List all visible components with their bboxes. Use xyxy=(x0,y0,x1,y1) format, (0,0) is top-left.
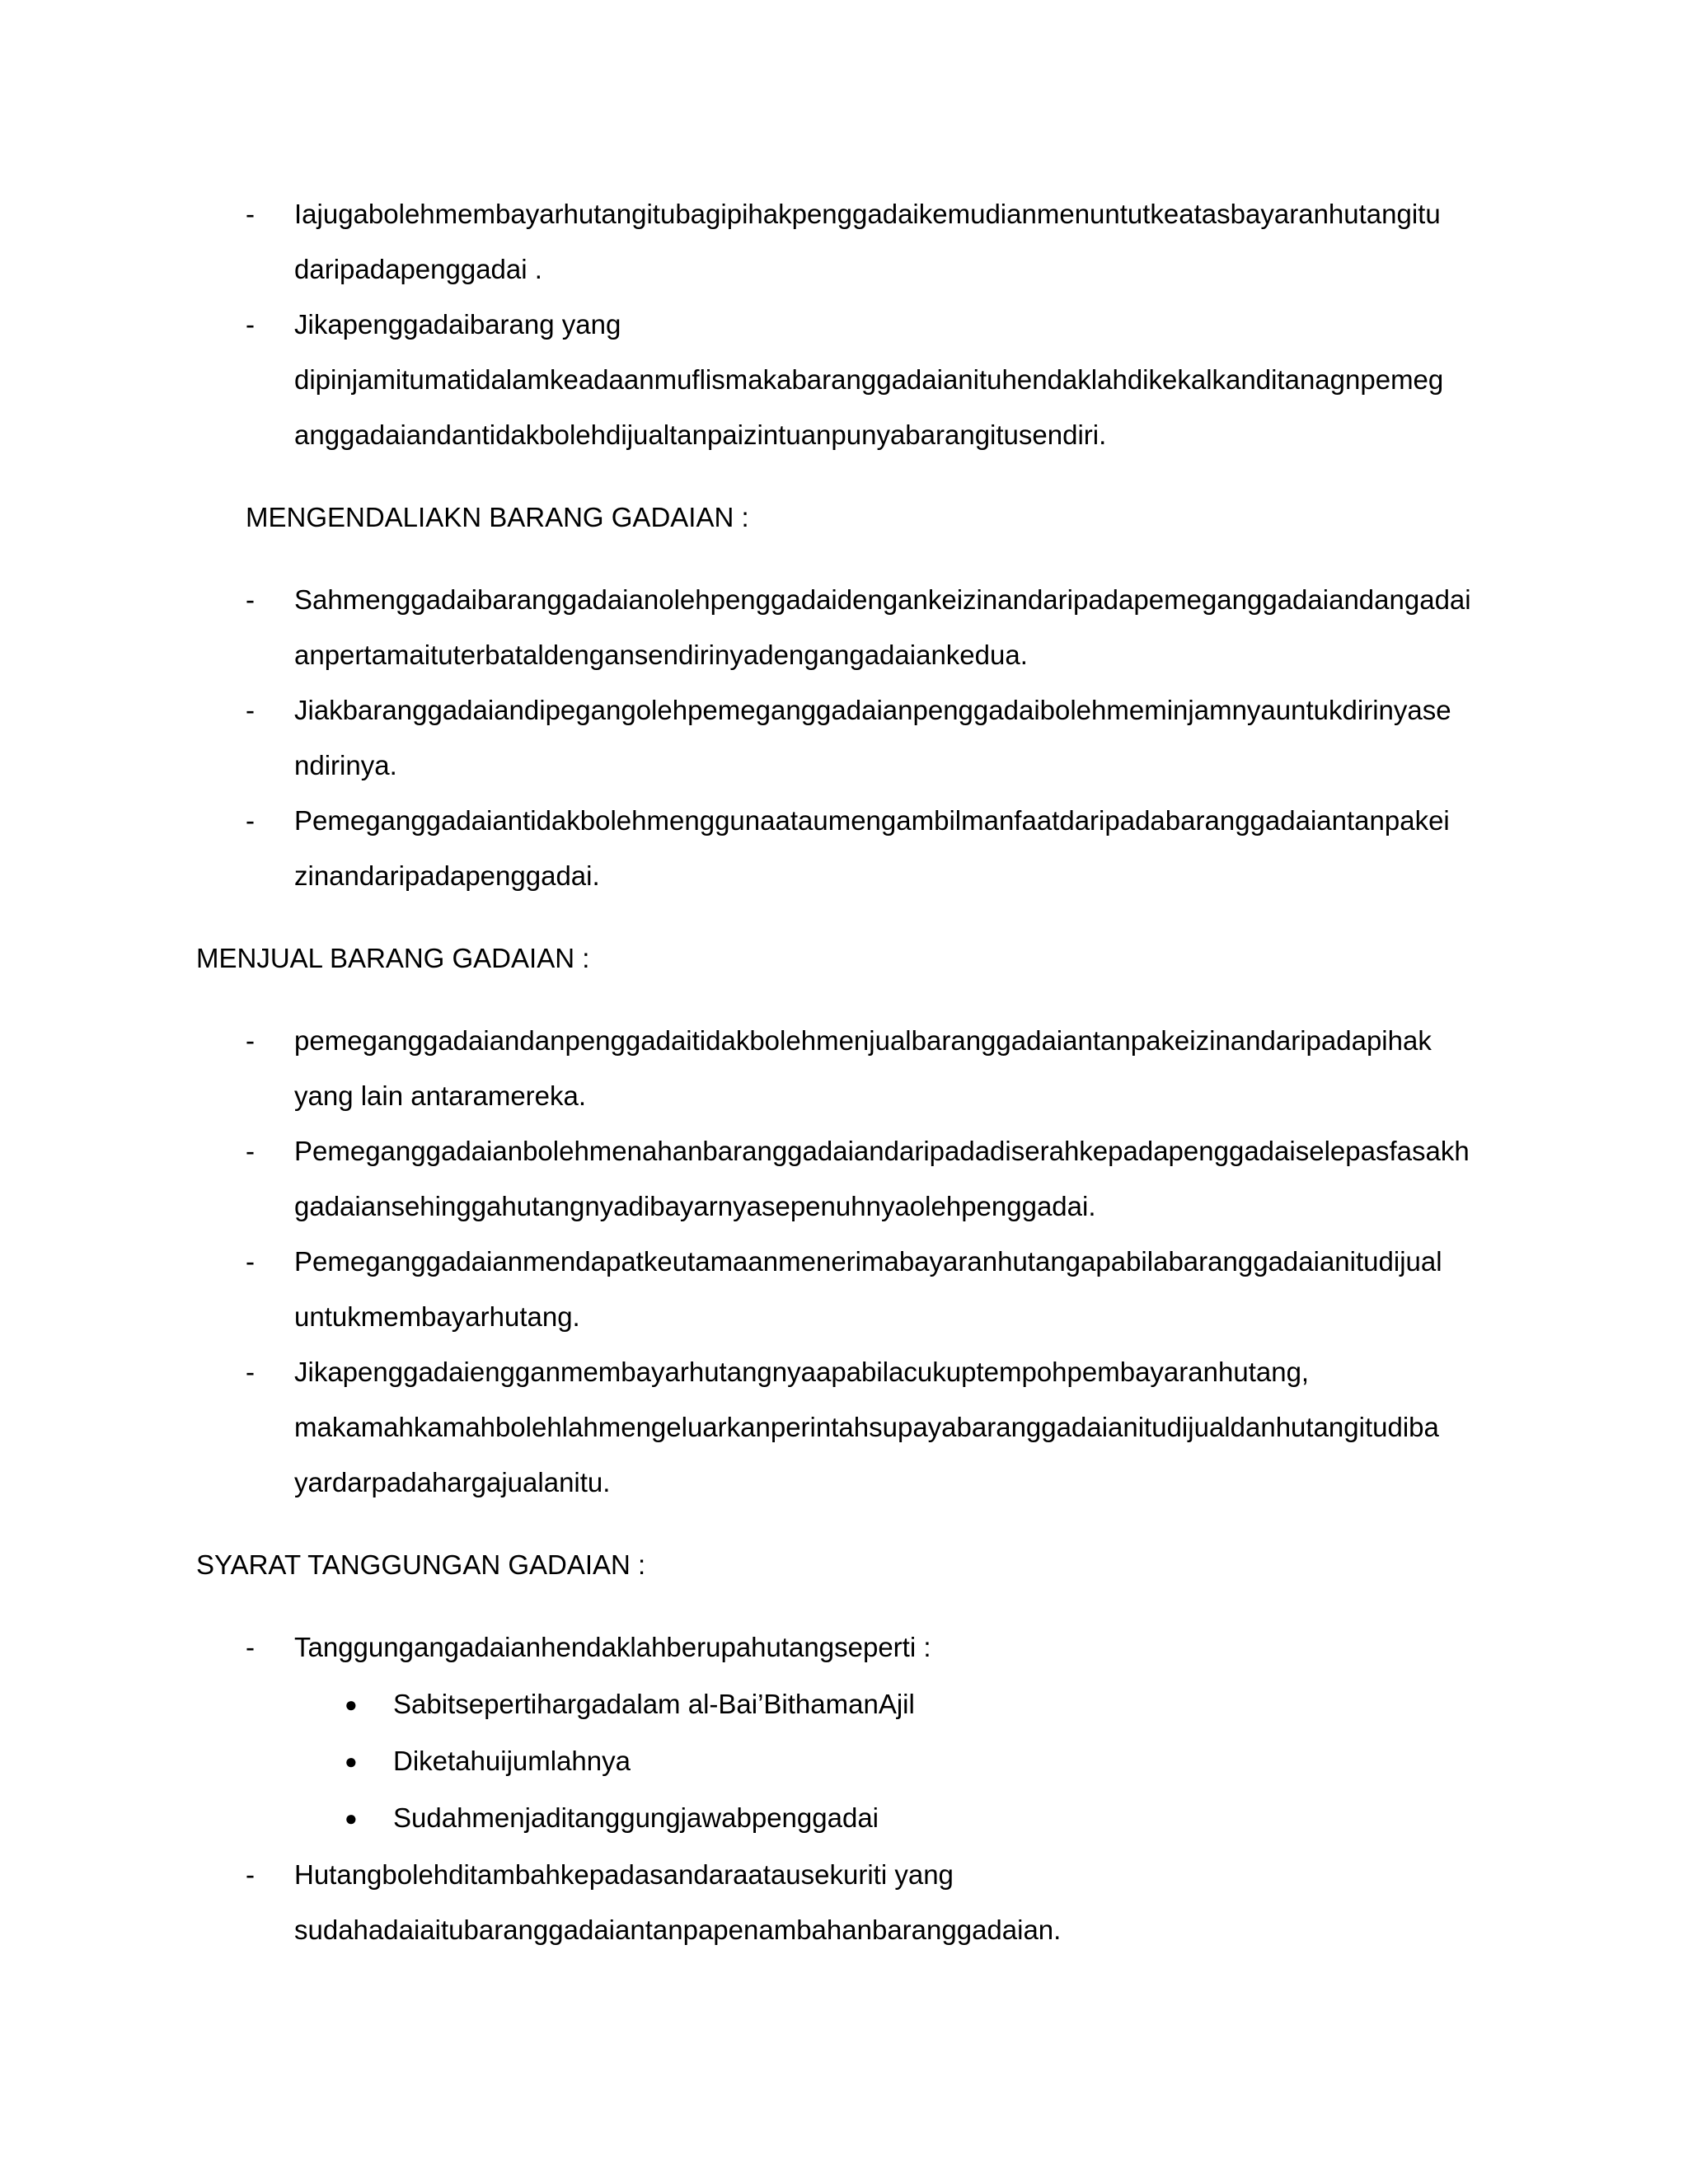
bullet-item: Diketahuijumlahnya xyxy=(393,1746,631,1776)
dash-marker: - xyxy=(246,1632,255,1662)
paragraph-line: Iajugabolehmembayarhutangitubagipihakpenggadaikemudianmenuntutkeatasbayaranhutangitu xyxy=(294,199,1441,229)
paragraph-line: Jikapenggadaiengganmembayarhutangnyaapabilacukuptempohpembayaranhutang, xyxy=(294,1357,1310,1387)
bullet-marker: ● xyxy=(345,1806,358,1830)
bullet-marker: ● xyxy=(345,1749,358,1774)
paragraph-line: Jikapenggadaibarang yang xyxy=(294,309,621,340)
bullet-marker: ● xyxy=(345,1692,358,1717)
bullet-item: Sabitsepertihargadalam al-Bai’BithamanAjil xyxy=(393,1689,915,1719)
dash-marker: - xyxy=(246,1025,255,1056)
dash-marker: - xyxy=(246,695,255,725)
paragraph-line: sudahadaiaitubaranggadaiantanpapenambahanbaranggadaian. xyxy=(294,1915,1062,1945)
paragraph-line: Pemeganggadaianmendapatkeutamaanmenerimabayaranhutangapabilabaranggadaianitudijual xyxy=(294,1246,1442,1277)
dash-marker: - xyxy=(246,805,255,836)
paragraph-line: Tanggungangadaianhendaklahberupahutangseperti : xyxy=(294,1632,931,1662)
paragraph-line: yang lain antaramereka. xyxy=(294,1080,587,1111)
paragraph-line: zinandaripadapenggadai. xyxy=(294,860,600,891)
paragraph-line: Jiakbaranggadaiandipegangolehpemeganggadaianpenggadaibolehmeminjamnyauntukdirinyase xyxy=(294,695,1451,725)
paragraph-line: pemeganggadaiandanpenggadaitidakbolehmenjualbaranggadaiantanpakeizinandaripadapihak xyxy=(294,1025,1432,1056)
dash-marker: - xyxy=(246,199,255,229)
paragraph-line: Sahmenggadaibaranggadaianolehpenggadaidengankeizinandaripadapemeganggadaiandangadai xyxy=(294,584,1471,615)
paragraph-line: yardarpadahargajualanitu. xyxy=(294,1467,611,1497)
dash-marker: - xyxy=(246,1859,255,1890)
paragraph-line: Pemeganggadaianbolehmenahanbaranggadaiandaripadadiserahkepadapenggadaiselepasfasakh xyxy=(294,1136,1470,1166)
paragraph-line: untukmembayarhutang. xyxy=(294,1301,580,1332)
dash-marker: - xyxy=(246,309,255,340)
paragraph-line: anggadaiandantidakbolehdijualtanpaizintuanpunyabarangitusendiri. xyxy=(294,419,1107,450)
paragraph-line: anpertamaituterbataldengansendirinyadengangadaiankedua. xyxy=(294,640,1028,670)
paragraph-line: makamahkamahbolehlahmengeluarkanperintahsupayabaranggadaianitudijualdanhutangitudiba xyxy=(294,1412,1439,1442)
section-heading: MENGENDALIAKN BARANG GADAIAN : xyxy=(246,502,749,532)
paragraph-line: Pemeganggadaiantidakbolehmenggunaataumengambilmanfaatdaripadabaranggadaiantanpakei xyxy=(294,805,1450,836)
dash-marker: - xyxy=(246,1136,255,1166)
dash-marker: - xyxy=(246,1246,255,1277)
section-heading: SYARAT TANGGUNGAN GADAIAN : xyxy=(196,1549,646,1580)
paragraph-line: dipinjamitumatidalamkeadaanmuflismakabaranggadaianituhendaklahdikekalkanditanagnpemeg xyxy=(294,364,1444,395)
paragraph-line: gadaiansehinggahutangnyadibayarnyasepenuhnyaolehpenggadai. xyxy=(294,1191,1096,1221)
paragraph-line: daripadapenggadai . xyxy=(294,254,542,284)
paragraph-line: ndirinya. xyxy=(294,750,397,780)
paragraph-line: Hutangbolehditambahkepadasandaraatausekuriti yang xyxy=(294,1859,954,1890)
dash-marker: - xyxy=(246,1357,255,1387)
section-heading: MENJUAL BARANG GADAIAN : xyxy=(196,943,590,973)
bullet-item: Sudahmenjaditanggungjawabpenggadai xyxy=(393,1802,879,1833)
dash-marker: - xyxy=(246,584,255,615)
